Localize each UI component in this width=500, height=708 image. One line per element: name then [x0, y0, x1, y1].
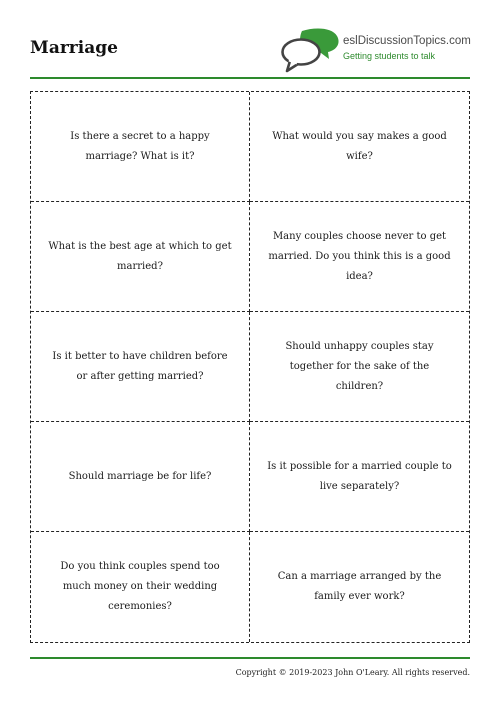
- page-title: Marriage: [30, 38, 118, 58]
- question-text: Do you think couples spend too much money on their wedding ceremonies?: [60, 561, 220, 612]
- question-card: [250, 532, 469, 642]
- question-card: [250, 92, 469, 202]
- question-text: Can a marriage arranged by the family ever work?: [277, 571, 442, 602]
- question-card: [31, 202, 250, 312]
- question-text: What is the best age at which to get married?: [48, 240, 232, 272]
- question-cards-grid: [30, 91, 470, 643]
- question-text: Is it possible for a married couple to live separately?: [267, 460, 452, 492]
- logo-tagline: Getting students to talk: [343, 51, 436, 61]
- site-logo: [280, 27, 480, 73]
- question-card: [31, 92, 250, 202]
- footer-divider: [30, 657, 470, 659]
- logo-site-name: eslDiscussionTopics.com: [343, 35, 471, 47]
- question-card: [31, 422, 250, 532]
- question-text: What would you say makes a good wife?: [272, 130, 447, 162]
- header-divider: [30, 77, 470, 79]
- question-text: Should unhappy couples stay together for the sake of the children?: [285, 340, 434, 392]
- question-text: Is it better to have children before or after getting married?: [52, 350, 228, 382]
- speech-bubbles-icon: [280, 27, 342, 73]
- question-card: [31, 312, 250, 422]
- question-text: Is there a secret to a happy marriage? What is it?: [70, 130, 210, 162]
- question-card: [250, 422, 469, 532]
- copyright-notice: Copyright © 2019-2023 John O'Leary. All rights reserved.: [235, 668, 470, 677]
- question-text: Should marriage be for life?: [68, 470, 212, 482]
- question-card: [250, 202, 469, 312]
- question-card: [31, 532, 250, 642]
- question-card: [250, 312, 469, 422]
- question-text: Many couples choose never to get married. Do you think this is a good idea?: [268, 230, 451, 282]
